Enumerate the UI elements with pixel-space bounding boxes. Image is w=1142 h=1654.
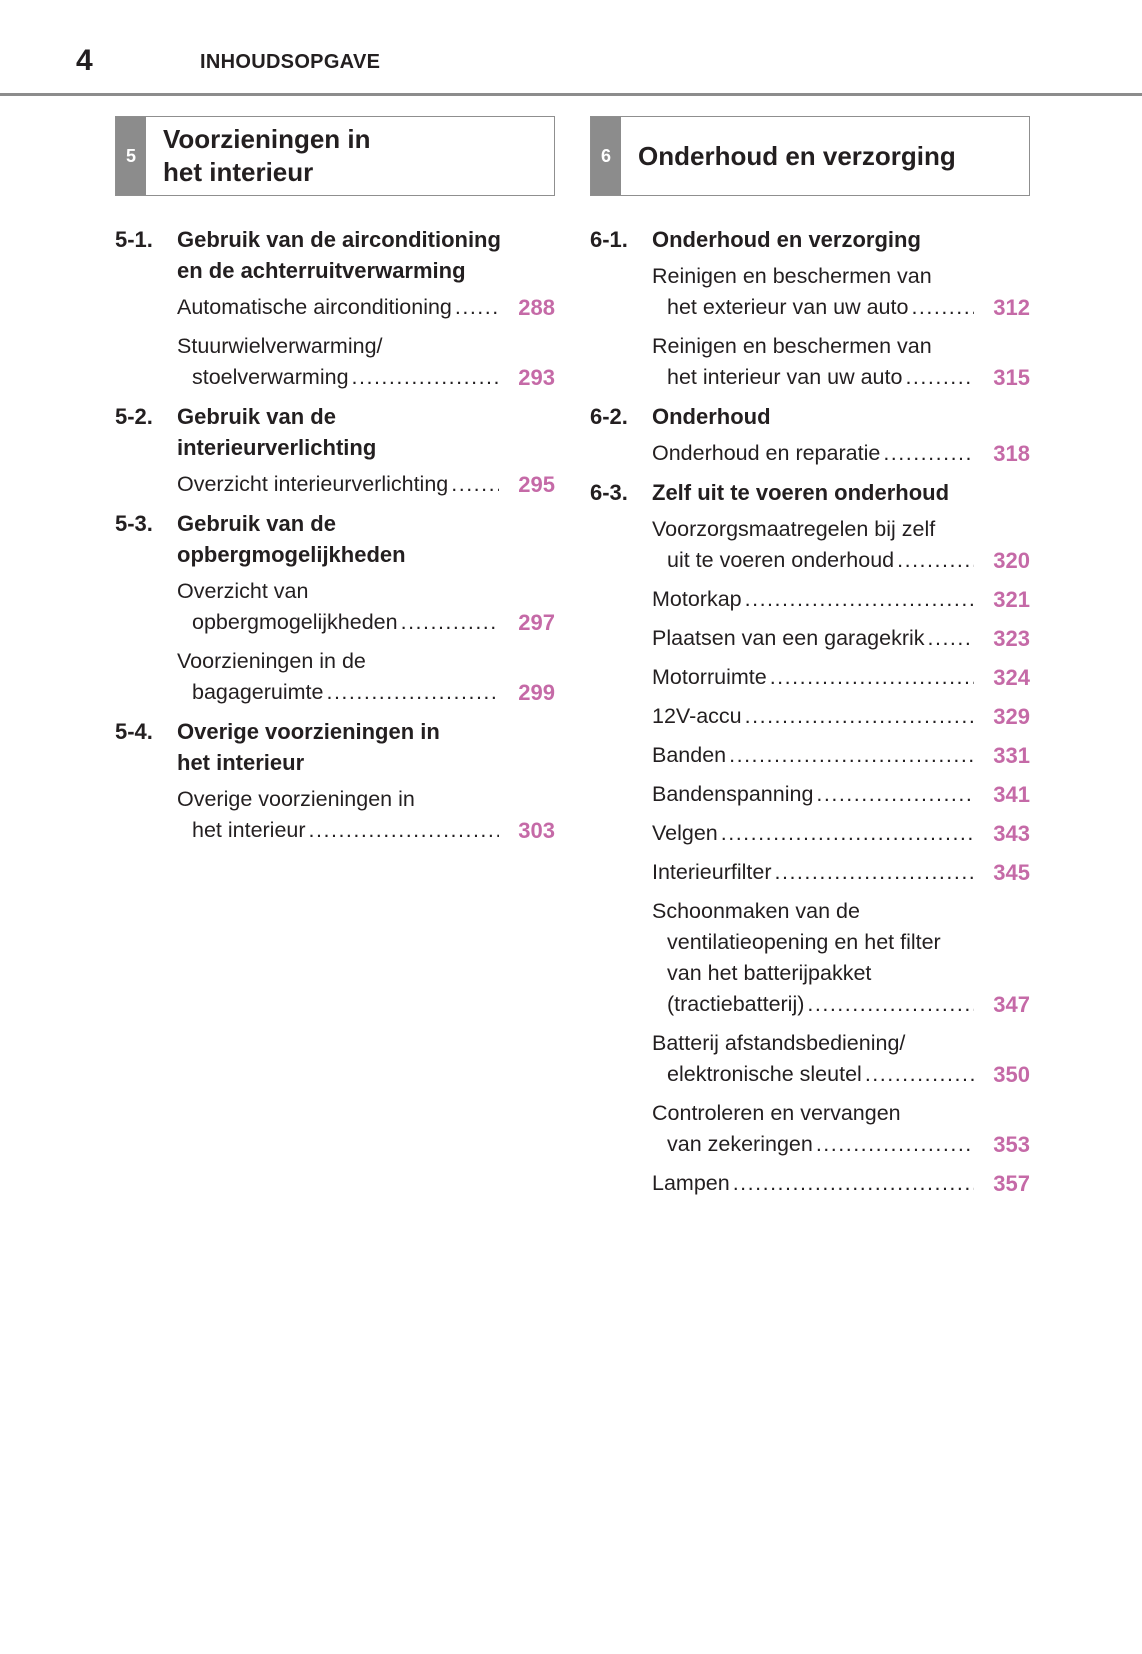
page-reference[interactable]: 353 <box>993 1132 1030 1157</box>
toc-entry-text: Reinigen en beschermen van <box>652 264 932 288</box>
page-reference[interactable]: 295 <box>518 472 555 497</box>
toc-entry-text: Voorzorgsmaatregelen bij zelf <box>652 517 936 541</box>
toc-entry-line <box>652 896 974 927</box>
page-reference[interactable]: 293 <box>518 365 555 390</box>
toc-entry-line <box>652 662 974 693</box>
toc-entry-text: Schoonmaken van de <box>652 899 860 923</box>
dot-leader <box>807 989 974 1020</box>
toc-entry[interactable] <box>652 740 1030 771</box>
toc-entry-line <box>652 623 974 654</box>
section-number: 5-3. <box>115 511 153 536</box>
toc-entry-text: van het batterijpakket <box>667 961 872 985</box>
toc-entry-line <box>177 815 499 846</box>
header-divider <box>0 93 1142 96</box>
toc-entry-line <box>652 857 974 888</box>
section-number: 5-1. <box>115 227 153 252</box>
toc-entry-text: Interieurfilter <box>652 860 772 884</box>
page-header <box>0 0 1142 96</box>
section-title: Onderhoud <box>652 404 771 429</box>
section-heading <box>115 401 555 463</box>
section-number: 5-4. <box>115 719 153 744</box>
dot-leader <box>865 1059 974 1090</box>
toc-entry[interactable] <box>177 646 555 708</box>
section-number: 6-1. <box>590 227 628 252</box>
dot-leader <box>928 623 974 654</box>
toc-entry-text: Banden <box>652 743 727 767</box>
page-reference[interactable]: 343 <box>993 821 1030 846</box>
toc-entry-line <box>652 261 974 292</box>
page-reference[interactable]: 318 <box>993 441 1030 466</box>
toc-entry-text: (tractiebatterij) <box>667 992 805 1016</box>
toc-entry-line <box>652 958 974 989</box>
toc-entry[interactable] <box>177 784 555 846</box>
toc-entry[interactable] <box>177 292 555 323</box>
dot-leader <box>352 362 499 393</box>
chapter-header <box>590 116 1030 196</box>
toc-entry[interactable] <box>177 469 555 500</box>
toc-entry-line <box>652 292 974 323</box>
toc-entry[interactable] <box>652 779 1030 810</box>
toc-entry-line <box>652 779 974 810</box>
dot-leader <box>911 292 974 323</box>
toc-entry-line <box>652 1168 974 1199</box>
toc-entry-text: Motorruimte <box>652 665 767 689</box>
page-reference[interactable]: 347 <box>993 992 1030 1017</box>
toc-entry-text: Batterij afstandsbediening/ <box>652 1031 906 1055</box>
toc-section <box>590 477 1030 1199</box>
section-number: 5-2. <box>115 404 153 429</box>
toc-entry-text: Onderhoud en reparatie <box>652 441 881 465</box>
dot-leader <box>455 292 499 323</box>
toc-section <box>115 508 555 708</box>
toc-entry-text: het interieur <box>192 818 306 842</box>
section-heading <box>590 224 1030 255</box>
toc-entry-line <box>652 1028 974 1059</box>
toc-entry-line <box>652 514 974 545</box>
page-reference[interactable]: 341 <box>993 782 1030 807</box>
toc-entry-line <box>652 362 974 393</box>
dot-leader <box>733 1168 974 1199</box>
toc-entry-text: uit te voeren onderhoud <box>667 548 895 572</box>
page-reference[interactable]: 315 <box>993 365 1030 390</box>
page-reference[interactable]: 297 <box>518 610 555 635</box>
toc-entry-text: Bandenspanning <box>652 782 814 806</box>
toc-entry-text: opbergmogelijkheden <box>192 610 398 634</box>
section-heading <box>115 224 555 286</box>
toc-entry-line <box>177 784 499 815</box>
dot-leader <box>816 779 974 810</box>
toc-entry-text: Overzicht interieurverlichting <box>177 472 449 496</box>
section-title: Onderhoud en verzorging <box>652 227 921 252</box>
toc-entry-line <box>652 331 974 362</box>
dot-leader <box>326 677 499 708</box>
toc-entry[interactable] <box>652 1098 1030 1160</box>
page-reference[interactable]: 329 <box>993 704 1030 729</box>
toc-entry-text: Voorzieningen in de <box>177 649 366 673</box>
toc-entry-line <box>652 818 974 849</box>
toc-entry-text: het interieur van uw auto <box>667 365 903 389</box>
page-reference[interactable]: 357 <box>993 1171 1030 1196</box>
chapter-header <box>115 116 555 196</box>
toc-entry[interactable] <box>652 584 1030 615</box>
toc-entry-line <box>652 438 974 469</box>
dot-leader <box>451 469 499 500</box>
toc-entry-text: Controleren en vervangen <box>652 1101 901 1125</box>
dot-leader <box>816 1129 974 1160</box>
toc-entry-line <box>652 1059 974 1090</box>
dot-leader <box>721 818 974 849</box>
page-reference[interactable]: 350 <box>993 1062 1030 1087</box>
toc-entry-line <box>177 576 499 607</box>
section-title: Overige voorzieningen in het interieur <box>177 719 440 775</box>
chapter-column-6 <box>590 116 1030 1207</box>
toc-entry[interactable] <box>652 1168 1030 1199</box>
toc-entry-text: bagageruimte <box>192 680 324 704</box>
toc-entry[interactable] <box>177 576 555 638</box>
section-heading <box>590 477 1030 508</box>
toc-entry-line <box>652 584 974 615</box>
toc-section <box>115 224 555 393</box>
toc-entry-line <box>652 927 974 958</box>
toc-entry[interactable] <box>652 662 1030 693</box>
toc-entry-text: Overzicht van <box>177 579 309 603</box>
toc-entry-line <box>652 701 974 732</box>
toc-entry-text: stoelverwarming <box>192 365 349 389</box>
toc-entry[interactable] <box>177 331 555 393</box>
toc-entry[interactable] <box>652 331 1030 393</box>
page-title: INHOUDSOPGAVE <box>200 51 381 73</box>
toc-entry-text: Plaatsen van een garagekrik <box>652 626 925 650</box>
page-reference[interactable]: 324 <box>993 665 1030 690</box>
toc-entry-line <box>177 607 499 638</box>
toc-entry-text: Lampen <box>652 1171 730 1195</box>
toc-entry[interactable] <box>652 623 1030 654</box>
toc-entry-text: Stuurwielverwarming/ <box>177 334 383 358</box>
toc-entry-text: Velgen <box>652 821 718 845</box>
toc-entry-line <box>177 646 499 677</box>
page-reference[interactable]: 320 <box>993 548 1030 573</box>
page-reference[interactable]: 323 <box>993 626 1030 651</box>
toc-section <box>590 401 1030 469</box>
toc-entry-text: Automatische airconditioning <box>177 295 452 319</box>
chapter-tab: 6 <box>591 117 621 195</box>
toc-entry-line <box>652 1098 974 1129</box>
page-reference[interactable]: 345 <box>993 860 1030 885</box>
toc-entry-text: elektronische sleutel <box>667 1062 862 1086</box>
dot-leader <box>775 857 975 888</box>
chapter-column-5 <box>115 116 555 854</box>
toc-entry[interactable] <box>652 1028 1030 1090</box>
toc-entry-text: 12V-accu <box>652 704 742 728</box>
chapter-title: Onderhoud en verzorging <box>638 140 956 171</box>
section-heading <box>115 508 555 570</box>
toc-entry-line <box>177 331 499 362</box>
toc-entry[interactable] <box>652 261 1030 323</box>
section-title: Gebruik van de airconditioning en de achterruitverwarming <box>177 227 501 283</box>
dot-leader <box>309 815 499 846</box>
page-reference[interactable]: 331 <box>993 743 1030 768</box>
chapter-tab: 5 <box>116 117 146 195</box>
toc-entry[interactable] <box>652 514 1030 576</box>
toc-entry-line <box>652 545 974 576</box>
toc-entry-text: Overige voorzieningen in <box>177 787 415 811</box>
section-title: Gebruik van de opbergmogelijkheden <box>177 511 406 567</box>
toc-entry-line <box>652 1129 974 1160</box>
toc-entry-text: het exterieur van uw auto <box>667 295 909 319</box>
dot-leader <box>770 662 974 693</box>
toc-entry[interactable] <box>652 438 1030 469</box>
toc-section <box>590 224 1030 393</box>
section-number: 6-3. <box>590 480 628 505</box>
section-title: Gebruik van de interieurverlichting <box>177 404 377 460</box>
dot-leader <box>745 584 974 615</box>
toc-entry-text: van zekeringen <box>667 1132 813 1156</box>
dot-leader <box>897 545 974 576</box>
dot-leader <box>401 607 499 638</box>
dot-leader <box>905 362 974 393</box>
toc-section <box>115 716 555 846</box>
page-reference[interactable]: 312 <box>993 295 1030 320</box>
page-reference[interactable]: 288 <box>518 295 555 320</box>
dot-leader <box>745 701 974 732</box>
dot-leader <box>883 438 974 469</box>
page-reference[interactable]: 303 <box>518 818 555 843</box>
section-number: 6-2. <box>590 404 628 429</box>
toc-entry[interactable] <box>652 857 1030 888</box>
toc-entry-line <box>177 292 499 323</box>
toc-entry[interactable] <box>652 701 1030 732</box>
page-reference[interactable]: 299 <box>518 680 555 705</box>
section-title: Zelf uit te voeren onderhoud <box>652 480 950 505</box>
toc-entry[interactable] <box>652 818 1030 849</box>
section-heading <box>590 401 1030 432</box>
toc-entry[interactable] <box>652 896 1030 1020</box>
toc-entry-line <box>177 677 499 708</box>
page-number: 4 <box>76 44 93 77</box>
toc-entry-text: Reinigen en beschermen van <box>652 334 932 358</box>
page-reference[interactable]: 321 <box>993 587 1030 612</box>
toc-section <box>115 401 555 500</box>
chapter-title: Voorzieningen in het interieur <box>163 124 371 187</box>
toc-entry-line <box>652 989 974 1020</box>
toc-entry-text: Motorkap <box>652 587 742 611</box>
toc-entry-line <box>177 469 499 500</box>
section-heading <box>115 716 555 778</box>
toc-entry-line <box>177 362 499 393</box>
toc-entry-line <box>652 740 974 771</box>
toc-entry-text: ventilatieopening en het filter <box>667 930 941 954</box>
dot-leader <box>729 740 974 771</box>
